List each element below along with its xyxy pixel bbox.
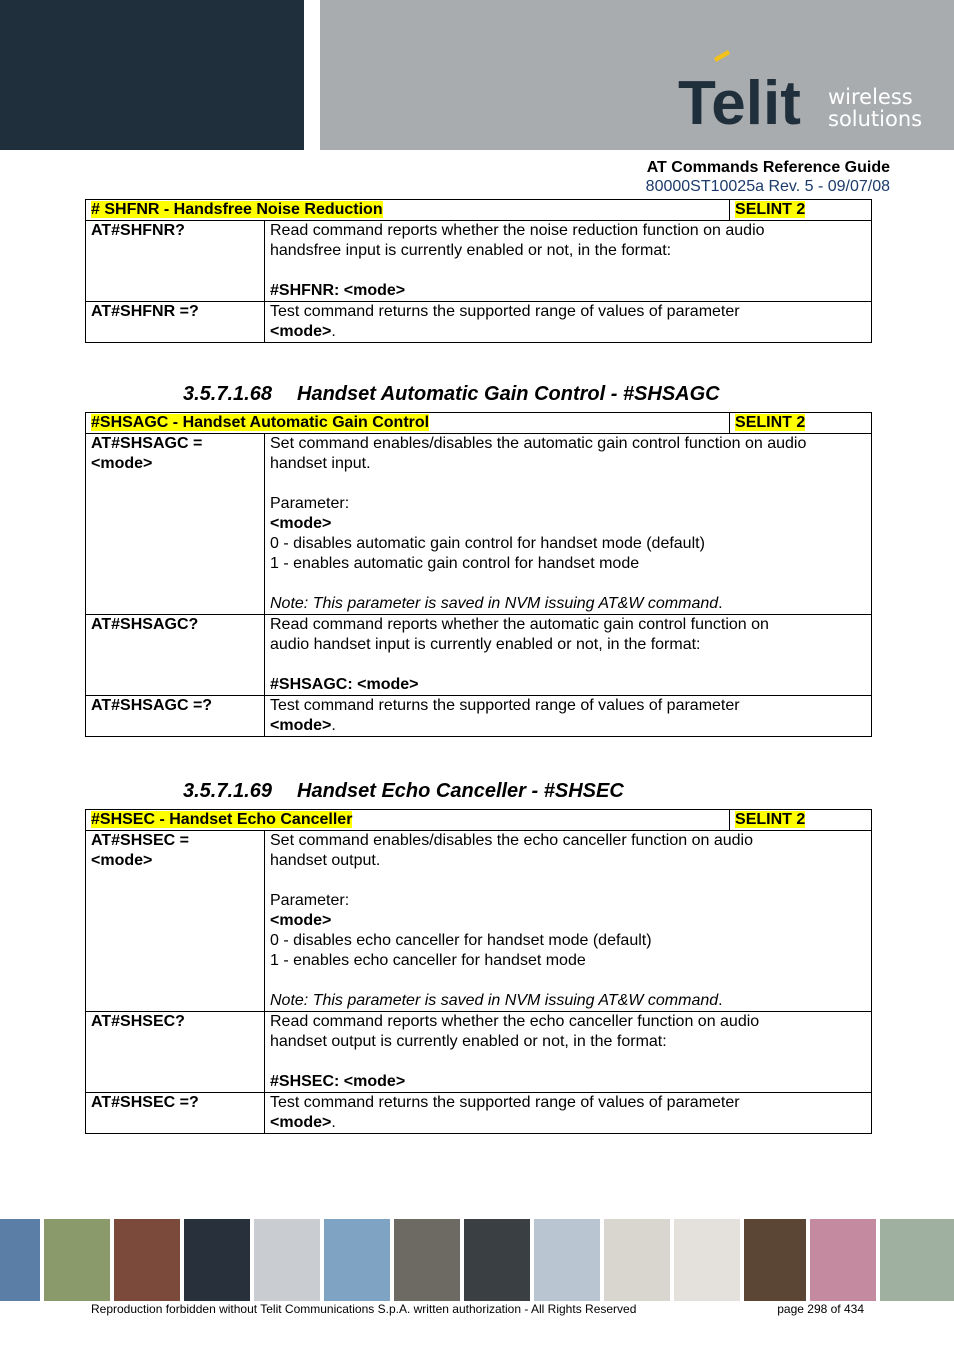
guide-revision: 80000ST10025a Rev. 5 - 09/07/08 [645, 178, 890, 195]
selint-badge: SELINT 2 [735, 201, 806, 218]
description-cell: Test command returns the supported range of values of parameter <mode>. [265, 1093, 872, 1134]
description-cell: Test command returns the supported range of values of parameter <mode>. [265, 302, 872, 343]
command-cell: AT#SHFNR =? [86, 302, 265, 343]
description-cell: Test command returns the supported range of values of parameter <mode>. [265, 696, 872, 737]
description-cell: Read command reports whether the echo canceller function on audio handset output is currently enabled or not, in the format: #SHSEC: <mode> [265, 1012, 872, 1093]
table-header-row [86, 413, 872, 434]
shfnr-table [85, 199, 872, 343]
shsagc-table [85, 412, 872, 737]
table-row [86, 1093, 872, 1134]
table-header-row [86, 200, 872, 221]
description-cell: Set command enables/disables the automatic gain control function on audio handset input. Parameter: <mode> 0 - disables automatic gain control for handset mode (default) 1 - enables automatic gain control for handset mode Note: This parameter is saved in NVM issuing AT&W command. [265, 434, 872, 615]
description-cell: Read command reports whether the automatic gain control function on audio handset input is currently enabled or not, in the format: #SHSAGC: <mode> [265, 615, 872, 696]
selint-badge: SELINT 2 [735, 414, 806, 431]
command-cell: AT#SHSEC? [86, 1012, 265, 1093]
command-cell: AT#SHSEC = <mode> [86, 831, 265, 1012]
command-cell: AT#SHFNR? [86, 221, 265, 302]
table-row [86, 302, 872, 343]
command-cell: AT#SHSEC =? [86, 1093, 265, 1134]
footer-page-number: page 298 of 434 [777, 1302, 864, 1316]
header-dark-panel [0, 0, 304, 150]
shsec-table [85, 809, 872, 1134]
table-row [86, 615, 872, 696]
description-cell: Read command reports whether the noise reduction function on audio handsfree input is currently enabled or not, in the format: #SHFNR: <mode> [265, 221, 872, 302]
command-cell: AT#SHSAGC? [86, 615, 265, 696]
table-row [86, 221, 872, 302]
description-cell: Set command enables/disables the echo canceller function on audio handset output. Parameter: <mode> 0 - disables echo canceller for handset mode (default) 1 - enables echo canceller for handset mode Note: This parameter is saved in NVM issuing AT&W command. [265, 831, 872, 1012]
section-heading-69: 3.5.7.1.69 Handset Echo Canceller - #SHSEC [183, 780, 624, 802]
footer-copyright: Reproduction forbidden without Telit Communications S.p.A. written authorization - All Rights Reserved [91, 1302, 637, 1316]
selint-badge: SELINT 2 [735, 811, 806, 828]
command-cell: AT#SHSAGC = <mode> [86, 434, 265, 615]
logo-wordmark: Telit [678, 69, 801, 132]
table-row [86, 831, 872, 1012]
command-cell: AT#SHSAGC =? [86, 696, 265, 737]
table-row [86, 1012, 872, 1093]
logo-accent-mark [714, 50, 730, 62]
telit-logo [676, 50, 936, 132]
table-title: #SHSAGC - Handset Automatic Gain Control [91, 414, 430, 431]
footer-photo-strip [0, 1219, 954, 1301]
table-header-row [86, 810, 872, 831]
table-title: #SHSEC - Handset Echo Canceller [91, 811, 353, 828]
table-row [86, 434, 872, 615]
guide-title: AT Commands Reference Guide [646, 159, 890, 176]
section-heading-68: 3.5.7.1.68 Handset Automatic Gain Control - #SHSAGC [183, 383, 720, 405]
table-title: # SHFNR - Handsfree Noise Reduction [91, 201, 383, 218]
table-row [86, 696, 872, 737]
logo-tagline-1: wireless [828, 85, 913, 109]
logo-tagline-2: solutions [828, 107, 923, 131]
